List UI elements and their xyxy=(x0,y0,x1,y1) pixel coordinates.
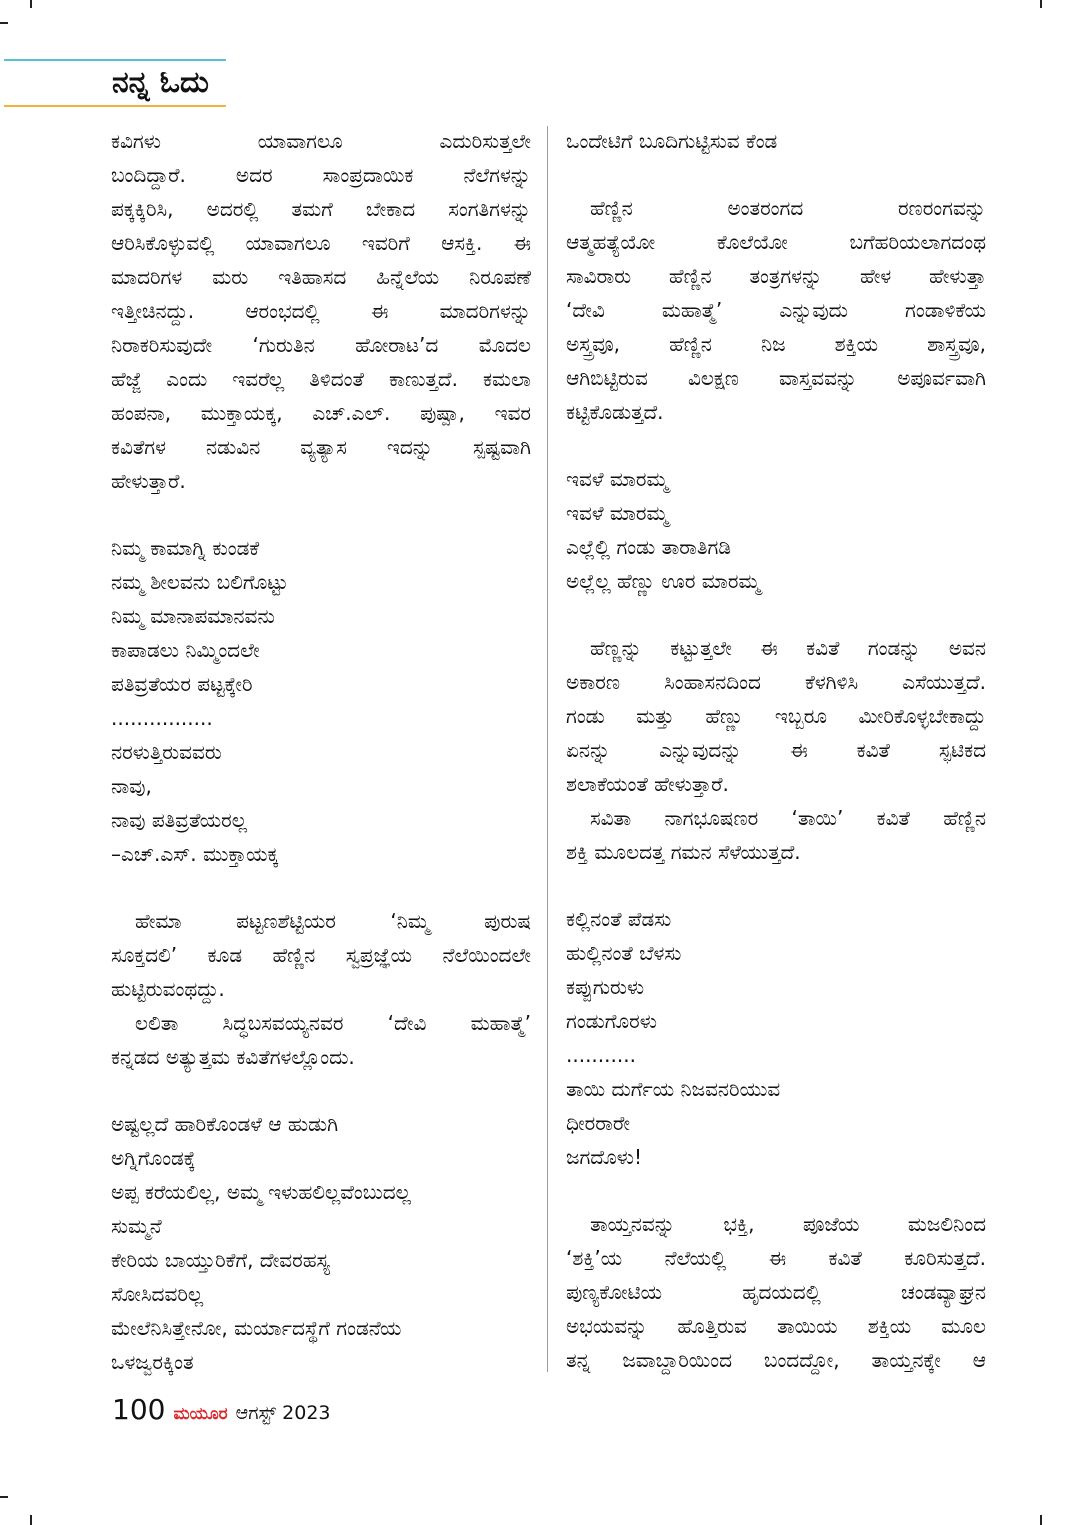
poem-line: ಅಷ್ಟಲ್ಲದೆ ಹಾರಿಕೊಂಡಳೆ ಆ ಹುಡುಗಿ xyxy=(111,1112,339,1136)
poem-line: ನಾವು ಪತಿವ್ರತೆಯರಲ್ಲ xyxy=(111,808,248,832)
text-line: ಹುಟ್ಟಿರುವಂಥದ್ದು. xyxy=(111,977,225,1001)
text-line: ಮಾದರಿಗಳ ಮರು ಇತಿಹಾಸದ ಹಿನ್ನೆಲೆಯ ನಿರೂಪಣೆ xyxy=(111,265,531,289)
text-line: ಸವಿತಾ ನಾಗಭೂಷಣರ ‘ತಾಯಿ’ ಕವಿತೆ ಹೆಣ್ಣಿನ xyxy=(590,806,986,830)
magazine-logo: ಮಯೂರ xyxy=(173,1404,228,1424)
text-line: ಸೂಕ್ತದಲಿ’ ಕೂಡ ಹೆಣ್ಣಿನ ಸ್ವಪ್ರಜ್ಞೆಯ ನೆಲೆಯಿಂದಲೇ xyxy=(111,943,531,967)
poem-line: ಸೋಸಿದವರಿಲ್ಲ xyxy=(111,1282,204,1306)
poem-line: ಧೀರರಾರೇ xyxy=(566,1111,631,1135)
poem-quote-2 xyxy=(111,1107,531,1379)
section-title: ನನ್ನ ಓದು xyxy=(112,65,209,100)
poem-line: ಇವಳೆ ಮಾರಮ್ಮ xyxy=(566,467,669,491)
text-line: ಸಾವಿರಾರು ಹೆಣ್ಣಿನ ತಂತ್ರಗಳನ್ನು ಹೇಳ ಹೇಳುತ್ತಾ xyxy=(566,264,986,288)
text-line: ಕವಿಗಳು ಯಾವಾಗಲೂ ಎದುರಿಸುತ್ತಲೇ xyxy=(111,129,531,153)
text-line: ಇತ್ತೀಚಿನದ್ದು. ಆರಂಭದಲ್ಲಿ ಈ ಮಾದರಿಗಳನ್ನು xyxy=(111,299,531,323)
paragraph-gandu-hennu xyxy=(566,631,986,801)
text-line: ತನ್ನ ಜವಾಬ್ದಾರಿಯಿಂದ ಬಂದದ್ದೋ, ತಾಯ್ತನಕ್ಕೇ ಆ xyxy=(566,1348,986,1372)
text-line: ಶಲಾಕೆಯಂತೆ ಹೇಳುತ್ತಾರೆ. xyxy=(566,772,729,796)
text-line: ಏನನ್ನು ಎನ್ನುವುದನ್ನು ಈ ಕವಿತೆ ಸ್ಫಟಿಕದ xyxy=(566,738,986,762)
paragraph-hema xyxy=(111,904,531,1006)
text-line: ಕಟ್ಟಿಕೊಡುತ್ತದೆ. xyxy=(566,400,664,424)
poem-line: ಒಂದೇಟಿಗೆ ಬೂದಿಗುಟ್ಟಿಸುವ ಕೆಂಡ xyxy=(566,129,778,153)
poem-quote-3 xyxy=(566,462,986,598)
poem-line: ಕೇರಿಯ ಬಾಯ್ತುರಿಕೆಗೆ, ದೇವರಹಸ್ಯ xyxy=(111,1248,330,1272)
poem-ellipsis: ................ xyxy=(111,706,213,730)
poem-line: ಕಾಪಾಡಲು ನಿಮ್ಮಿಂದಲೇ xyxy=(111,638,260,662)
crop-mark xyxy=(0,22,8,24)
poem-line: ಜಗದೊಳು! xyxy=(566,1145,642,1169)
right-column xyxy=(566,124,986,1377)
text-line: ಗಂಡು ಮತ್ತು ಹೆಣ್ಣು ಇಬ್ಬರೂ ಮೀರಿಕೊಳ್ಳಬೇಕಾದ್ದು xyxy=(566,704,986,728)
text-line: ಆರಿಸಿಕೊಳ್ಳುವಲ್ಲಿ ಯಾವಾಗಲೂ ಇವರಿಗೆ ಆಸಕ್ತಿ. ಈ xyxy=(111,231,531,255)
poem-attribution: –ಎಚ್.ಎಸ್. ಮುಕ್ತಾಯಕ್ಕ xyxy=(111,842,279,866)
column-divider xyxy=(547,126,548,1372)
paragraph-devi-mahatme xyxy=(566,191,986,429)
poem-line: ಅಲ್ಲೆಲ್ಲ ಹೆಣ್ಣು ಊರ ಮಾರಮ್ಮ xyxy=(566,569,761,593)
poem-line: ತಾಯಿ ದುರ್ಗೆಯ ನಿಜವನರಿಯುವ xyxy=(566,1077,781,1101)
paragraph-tayitana xyxy=(566,1207,986,1377)
poem-line: ಕಪ್ಪುಗುರುಳು xyxy=(566,975,645,999)
paragraph-lalitha xyxy=(111,1006,531,1074)
poem-line: ಸುಮ್ಮನೆ xyxy=(111,1214,162,1238)
text-line: ‘ಶಕ್ತಿ’ಯ ನೆಲೆಯಲ್ಲಿ ಈ ಕವಿತೆ ಕೂರಿಸುತ್ತದೆ. xyxy=(566,1246,986,1270)
text-line: ‘ದೇವಿ ಮಹಾತ್ಮೆ’ ಎನ್ನುವುದು ಗಂಡಾಳಿಕೆಯ xyxy=(566,298,986,322)
page-number: 100 xyxy=(112,1393,166,1426)
section-rule-bottom xyxy=(4,105,226,107)
text-line: ತಾಯ್ತನವನ್ನು ಭಕ್ತಿ, ಪೂಜೆಯ ಮಜಲಿನಿಂದ xyxy=(590,1212,986,1236)
crop-mark xyxy=(1040,0,1042,8)
text-line: ಪಕ್ಕಕ್ಕಿರಿಸಿ, ಅದರಲ್ಲಿ ತಮಗೆ ಬೇಕಾದ ಸಂಗತಿಗಳನ್ನು xyxy=(111,197,531,221)
text-line: ಹೆಣ್ಣಿನ ಅಂತರಂಗದ ರಣರಂಗವನ್ನು xyxy=(590,196,986,220)
poem-line: ಪತಿವ್ರತೆಯರ ಪಟ್ಟಕ್ಕೇರಿ xyxy=(111,672,253,696)
text-line: ಶಕ್ತಿ ಮೂಲದತ್ತ ಗಮನ ಸೆಳೆಯುತ್ತದೆ. xyxy=(566,840,801,864)
text-line: ಹೇಮಾ ಪಟ್ಟಣಶೆಟ್ಟಿಯರ ‘ನಿಮ್ಮ ಪುರುಷ xyxy=(135,909,531,933)
text-line: ಆತ್ಮಹತ್ಯೆಯೋ ಕೊಲೆಯೋ ಬಗೆಹರಿಯಲಾಗದಂಥ xyxy=(566,230,986,254)
text-line: ಹೆಜ್ಜೆ ಎಂದು ಇವರೆಲ್ಲ ತಿಳಿದಂತೆ ಕಾಣುತ್ತದೆ. ಕಮಲಾ xyxy=(111,367,531,391)
crop-mark xyxy=(0,1496,8,1498)
poem-line: ಇವಳೆ ಮಾರಮ್ಮ xyxy=(566,501,669,525)
page-footer xyxy=(112,1393,331,1426)
text-line: ಲಲಿತಾ ಸಿದ್ಧಬಸವಯ್ಯನವರ ‘ದೇವಿ ಮಹಾತ್ಮೆ’ xyxy=(135,1011,531,1035)
text-line: ಪುಣ್ಯಕೋಟಿಯ ಹೃದಯದಲ್ಲಿ ಚಂಡವ್ಯಾಘ್ರನ xyxy=(566,1280,986,1304)
text-line: ಹೆಣ್ಣನ್ನು ಕಟ್ಟುತ್ತಲೇ ಈ ಕವಿತೆ ಗಂಡನ್ನು ಅವನ xyxy=(590,636,986,660)
poem-ellipsis: ........... xyxy=(566,1043,636,1067)
crop-mark xyxy=(30,0,32,8)
poem-line: ಕಲ್ಲಿನಂತೆ ಪೆಡಸು xyxy=(566,907,672,931)
section-rule-top xyxy=(4,59,226,61)
poem-line: ಎಲ್ಲೆಲ್ಲಿ ಗಂಡು ತಾರಾತಿಗಡಿ xyxy=(566,535,731,559)
text-line: ಅಭಯವನ್ನು ಹೊತ್ತಿರುವ ತಾಯಿಯ ಶಕ್ತಿಯ ಮೂಲ xyxy=(566,1314,986,1338)
poem-line: ನಿಮ್ಮ ಕಾಮಾಗ್ನಿ ಕುಂಡಕೆ xyxy=(111,536,260,560)
poem-line: ನಿಮ್ಮ ಮಾನಾಪಮಾನವನು xyxy=(111,604,275,628)
left-column xyxy=(111,124,531,1379)
text-line: ಹಂಪನಾ, ಮುಕ್ತಾಯಕ್ಕ, ಎಚ್.ಎಲ್. ಪುಷ್ಪಾ, ಇವರ xyxy=(111,401,531,425)
text-line: ನಿರಾಕರಿಸುವುದೇ ‘ಗುರುತಿನ ಹೋರಾಟ’ದ ಮೊದಲ xyxy=(111,333,531,357)
text-line: ಕನ್ನಡದ ಅತ್ಯುತ್ತಮ ಕವಿತೆಗಳಲ್ಲೊಂದು. xyxy=(111,1045,355,1069)
text-line: ಕವಿತೆಗಳ ನಡುವಿನ ವ್ಯತ್ಯಾಸ ಇದನ್ನು ಸ್ಪಷ್ಟವಾಗಿ xyxy=(111,435,531,459)
issue-date: ಆಗಸ್ಟ್ 2023 xyxy=(235,1402,331,1424)
poem-line: ನಾವು, xyxy=(111,774,152,798)
paragraph-intro xyxy=(111,124,531,498)
text-line: ಹೇಳುತ್ತಾರೆ. xyxy=(111,469,186,493)
text-line: ಅಕಾರಣ ಸಿಂಹಾಸನದಿಂದ ಕೆಳಗಿಳಿಸಿ ಎಸೆಯುತ್ತದೆ. xyxy=(566,670,986,694)
poem-quote-4 xyxy=(566,902,986,1174)
poem-line: ಗಂಡುಗೊರಳು xyxy=(566,1009,657,1033)
poem-line: ಅಗ್ನಿಗೊಂಡಕ್ಕೆ xyxy=(111,1146,196,1170)
poem-line: ನಮ್ಮ ಶೀಲವನು ಬಲಿಗೊಟ್ಟು xyxy=(111,570,289,594)
crop-mark xyxy=(30,1515,32,1525)
poem-line: ನರಳುತ್ತಿರುವವರು xyxy=(111,740,222,764)
poem-line: ಒಳಜ್ವರಕ್ಕಿಂತ xyxy=(111,1350,194,1374)
text-line: ಅಸ್ತ್ರವೂ, ಹೆಣ್ಣಿನ ನಿಜ ಶಕ್ತಿಯ ಶಾಸ್ತ್ರವೂ, xyxy=(566,332,986,356)
paragraph-savitha xyxy=(566,801,986,869)
poem-line: ಮೇಲೆನಿಸಿತ್ತೇನೋ, ಮರ್ಯಾದಸ್ಥೆಗೆ ಗಂಡನೆಯ xyxy=(111,1316,402,1340)
poem-line: ಹುಲ್ಲಿನಂತೆ ಬೆಳಸು xyxy=(566,941,682,965)
poem-line: ಅಪ್ಪ ಕರೆಯಲಿಲ್ಲ, ಅಮ್ಮ ಇಳುಹಲಿಲ್ಲವೆಂಬುದಲ್ಲ xyxy=(111,1180,411,1204)
text-line: ಆಗಿಬಿಟ್ಟಿರುವ ವಿಲಕ್ಷಣ ವಾಸ್ತವವನ್ನು ಅಪೂರ್ವವಾಗಿ xyxy=(566,366,986,390)
crop-mark xyxy=(1040,1515,1042,1525)
poem-quote-1 xyxy=(111,531,531,871)
text-line: ಬಂದಿದ್ದಾರೆ. ಅದರ ಸಾಂಪ್ರದಾಯಿಕ ನೆಲೆಗಳನ್ನು xyxy=(111,163,531,187)
